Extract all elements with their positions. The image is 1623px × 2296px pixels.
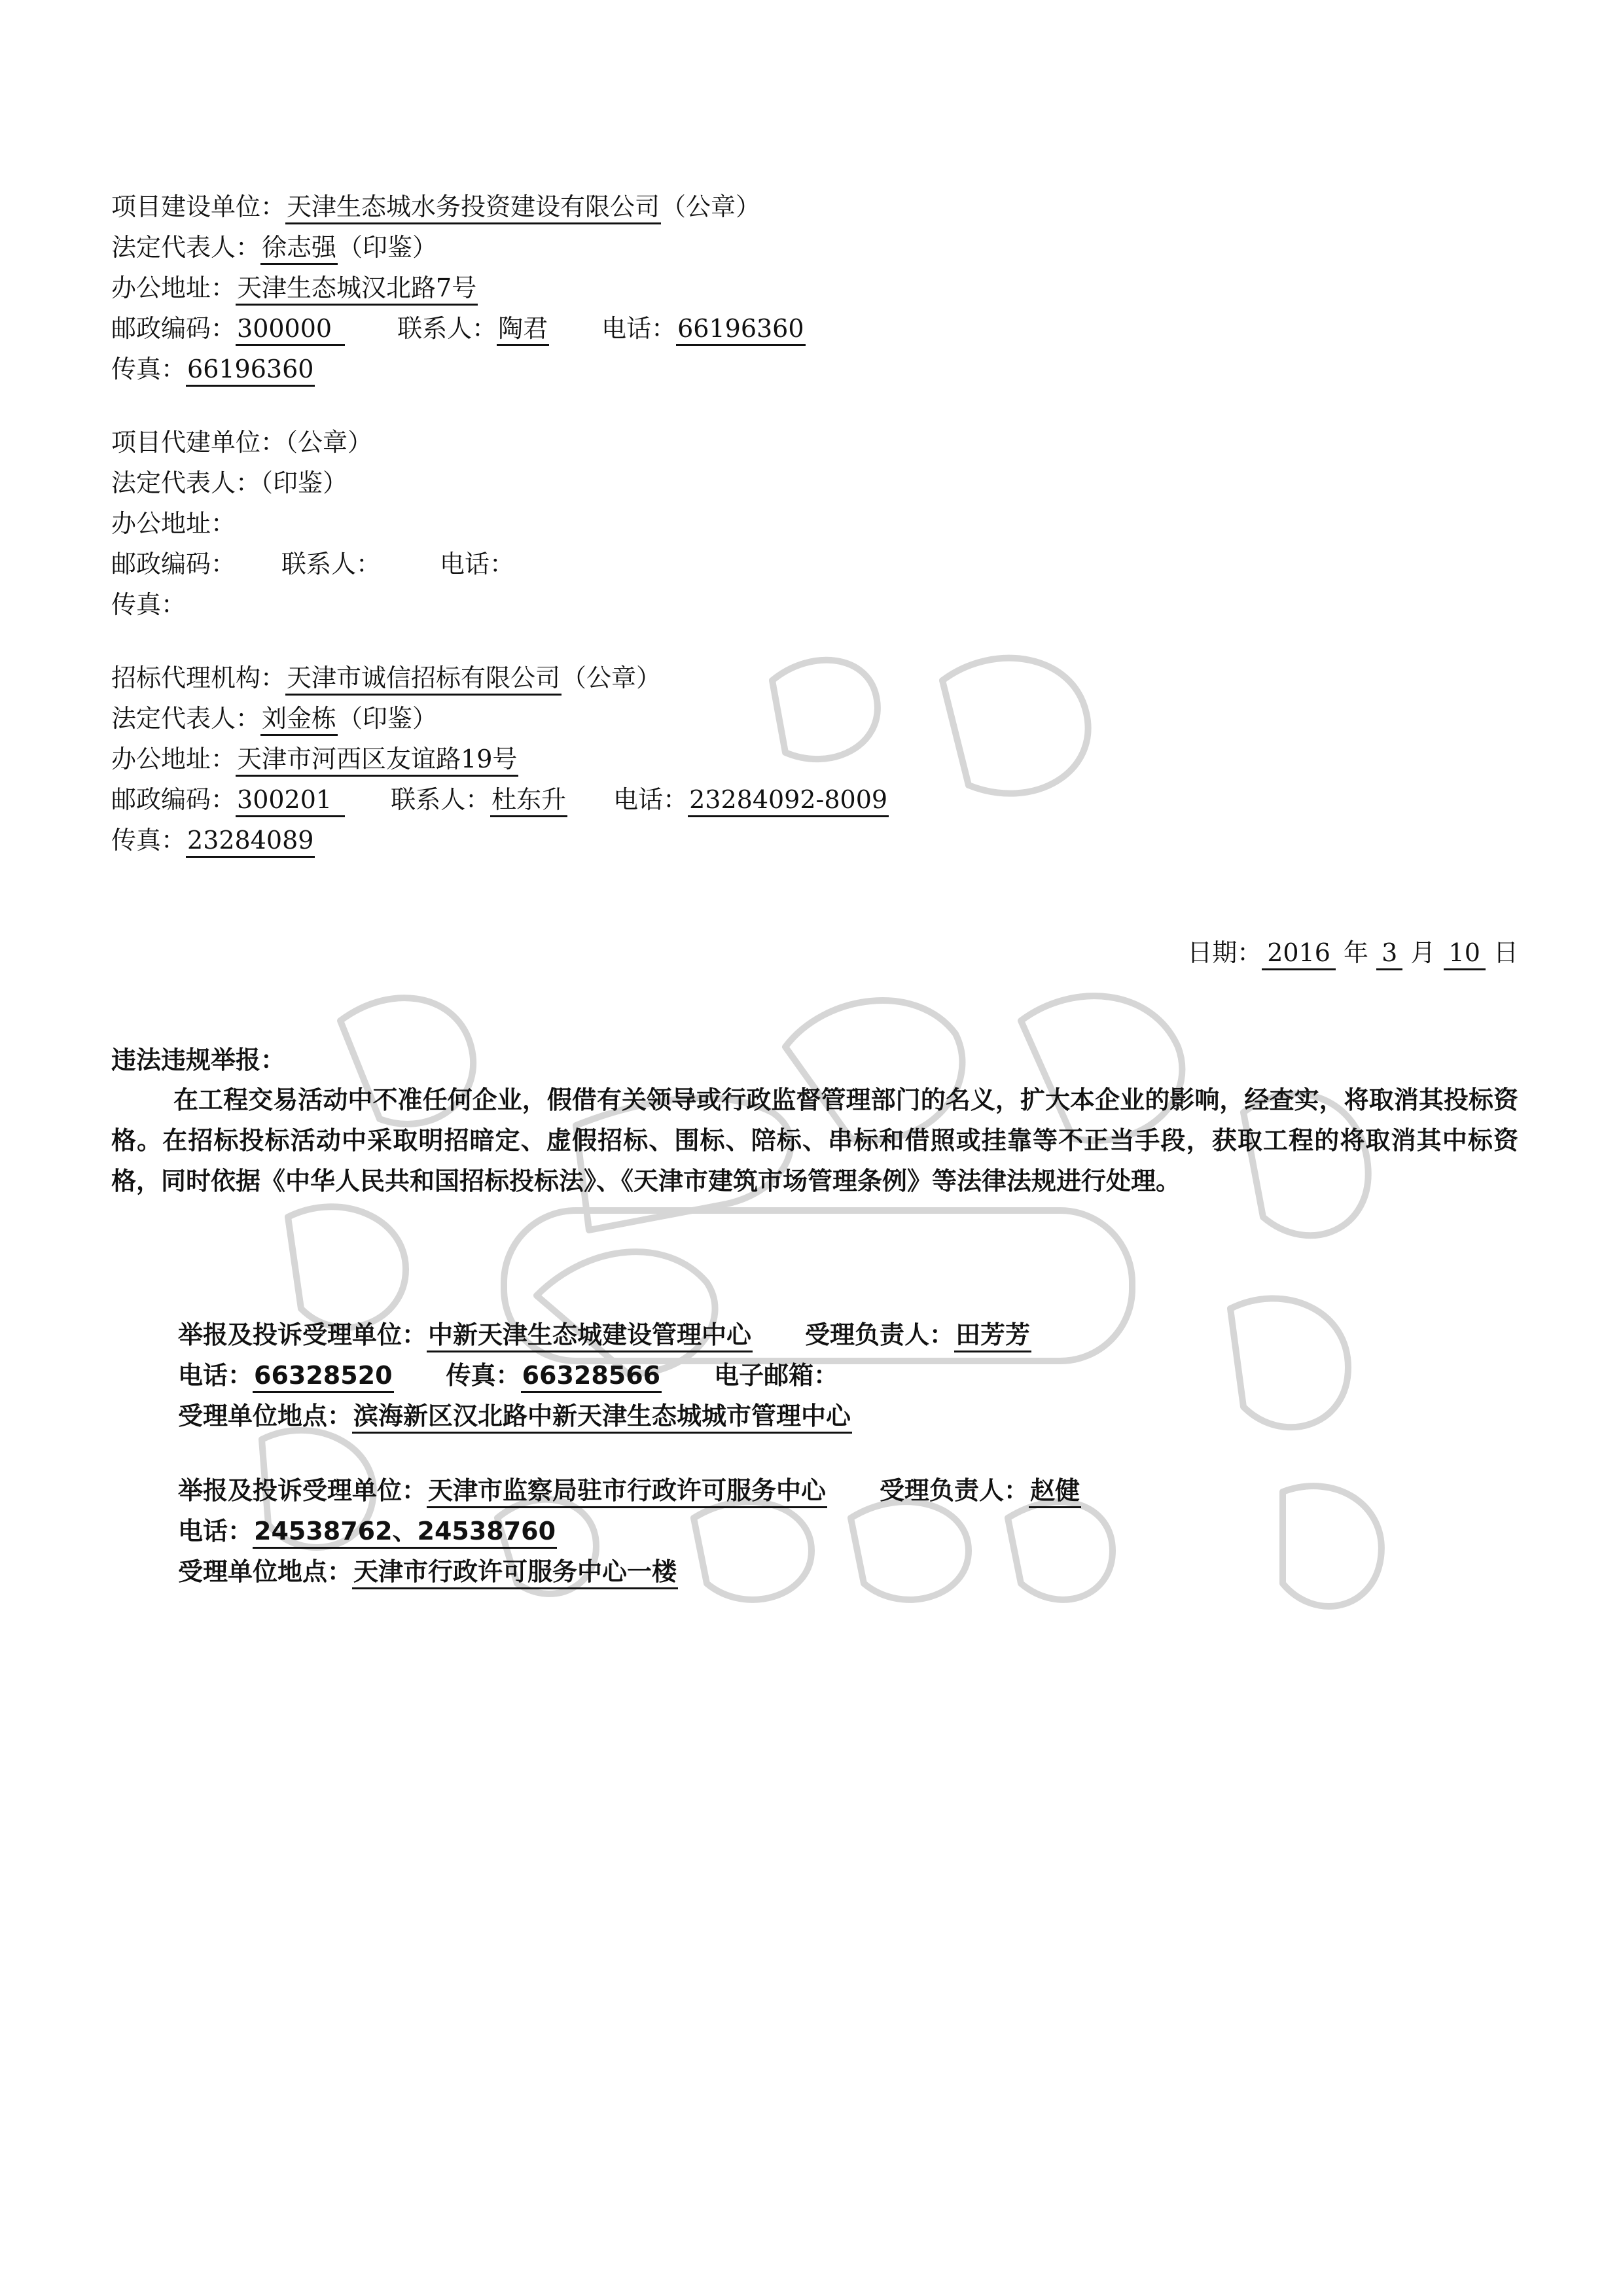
fax-label: 传真： — [111, 826, 187, 855]
complaint-unit-value: 中新天津生态城建设管理中心 — [427, 1320, 753, 1352]
construction-rep-row — [111, 229, 437, 266]
stamp-note: （印鉴） — [338, 233, 438, 262]
fax-label: 传真： — [111, 355, 187, 383]
agency-unit-value: 天津市诚信招标有限公司 — [285, 663, 562, 696]
complaint-2-contact-row — [178, 1513, 557, 1549]
agent-rep-row — [111, 465, 348, 501]
agency-contact-row — [111, 781, 889, 818]
phone-value: 66196360 — [676, 314, 805, 346]
date-year-unit: 年 — [1344, 938, 1369, 967]
contact-value: 陶君 — [497, 314, 549, 346]
stamp-note: （印鉴） — [260, 468, 348, 497]
legal-rep-label: 法定代表人： — [111, 233, 261, 262]
complaint-unit-label: 举报及投诉受理单位： — [178, 1476, 427, 1505]
complaint-2-unit-row — [178, 1472, 1081, 1509]
complaint-unit-label: 举报及投诉受理单位： — [178, 1320, 427, 1349]
date-day-unit: 日 — [1493, 938, 1518, 967]
email-label: 电子邮箱： — [714, 1361, 839, 1390]
postal-label: 邮政编码： — [111, 785, 236, 814]
address-label: 办公地址： — [111, 745, 236, 773]
complaint-1-unit-row — [178, 1316, 1031, 1353]
phone-value: 24538762、24538760 — [253, 1517, 557, 1549]
legal-rep-label: 法定代表人： — [111, 468, 261, 497]
agency-unit-label: 招标代理机构： — [111, 663, 286, 692]
stamp-note: （印鉴） — [338, 704, 438, 733]
construction-fax-row — [111, 351, 315, 387]
agent-unit-row — [111, 424, 372, 461]
fax-label: 传真： — [446, 1361, 521, 1390]
address-label: 办公地址： — [111, 274, 236, 302]
contact-label: 联系人： — [281, 550, 382, 578]
construction-unit-row — [111, 188, 760, 225]
date-month-unit: 月 — [1410, 938, 1436, 967]
phone-label: 电话： — [613, 785, 688, 814]
complaint-person-value: 田芳芳 — [954, 1320, 1031, 1352]
contact-label: 联系人： — [391, 785, 491, 814]
date-month: 3 — [1376, 938, 1402, 970]
agent-contact-row — [111, 546, 514, 582]
postal-label: 邮政编码： — [111, 550, 236, 578]
complaint-person-label: 受理负责人： — [880, 1476, 1029, 1505]
date-label: 日期： — [1187, 938, 1262, 967]
seal-note: （公章） — [562, 663, 662, 692]
location-label: 受理单位地点： — [178, 1557, 353, 1586]
contact-value: 杜东升 — [490, 785, 567, 817]
seal-note: （公章） — [661, 192, 761, 221]
agency-address-row — [111, 741, 518, 777]
address-value: 天津生态城汉北路7号 — [236, 274, 478, 306]
address-label: 办公地址： — [111, 509, 236, 538]
phone-label: 电话： — [178, 1361, 253, 1390]
fax-value: 66196360 — [186, 355, 315, 387]
legal-rep-value: 徐志强 — [260, 233, 338, 265]
fax-label: 传真： — [111, 590, 187, 619]
complaint-1-contact-row — [178, 1357, 838, 1394]
agent-fax-row — [111, 586, 186, 623]
complaint-unit-value: 天津市监察局驻市行政许可服务中心 — [427, 1476, 827, 1508]
date-year: 2016 — [1262, 938, 1336, 970]
address-value: 天津市河西区友谊路19号 — [236, 745, 518, 777]
construction-contact-row — [111, 310, 806, 347]
complaint-person-value: 赵健 — [1029, 1476, 1081, 1508]
phone-label: 电话： — [178, 1517, 253, 1545]
complaint-2-location-row — [178, 1553, 678, 1590]
location-label: 受理单位地点： — [178, 1402, 353, 1430]
complaint-1-location-row — [178, 1398, 852, 1434]
agency-rep-row — [111, 700, 437, 737]
postal-value: 300000 — [236, 314, 345, 346]
legal-rep-label: 法定代表人： — [111, 704, 261, 733]
phone-value: 66328520 — [253, 1361, 394, 1393]
phone-value: 23284092-8009 — [688, 785, 889, 817]
agent-address-row — [111, 505, 236, 542]
construction-unit-value: 天津生态城水务投资建设有限公司 — [285, 192, 661, 224]
agency-fax-row — [111, 822, 315, 858]
fax-value: 23284089 — [186, 826, 315, 858]
location-value: 天津市行政许可服务中心一楼 — [352, 1557, 678, 1589]
report-body: 在工程交易活动中不准任何企业，假借有关领导或行政监督管理部门的名义，扩大本企业的影响，经查实，将取消其投标资格。在招标投标活动中采取明招暗定、虚假招标、围标、陪标、串标和借照或挂靠等不正当手段，获取工程的将取消其中标资格，同时依据《中华人民共和国招标投标法》、《天津市建筑市场管理条例》等法律法规进行处理。 — [111, 1086, 1518, 1195]
agent-unit-label: 项目代建单位： — [111, 428, 286, 457]
contact-label: 联系人： — [397, 314, 497, 343]
agency-unit-row — [111, 660, 661, 696]
phone-label: 电话： — [440, 550, 515, 578]
postal-label: 邮政编码： — [111, 314, 236, 343]
construction-address-row — [111, 270, 478, 306]
phone-label: 电话： — [601, 314, 677, 343]
legal-rep-value: 刘金栋 — [260, 704, 338, 736]
date-day: 10 — [1444, 938, 1486, 970]
complaint-person-label: 受理负责人： — [805, 1320, 955, 1349]
location-value: 滨海新区汉北路中新天津生态城城市管理中心 — [352, 1402, 852, 1434]
fax-value: 66328566 — [521, 1361, 662, 1393]
date-row — [1187, 934, 1518, 971]
postal-value: 300201 — [236, 785, 345, 817]
construction-unit-label: 项目建设单位： — [111, 192, 286, 221]
seal-note: （公章） — [285, 428, 373, 457]
report-heading: 违法违规举报： — [111, 1046, 286, 1074]
